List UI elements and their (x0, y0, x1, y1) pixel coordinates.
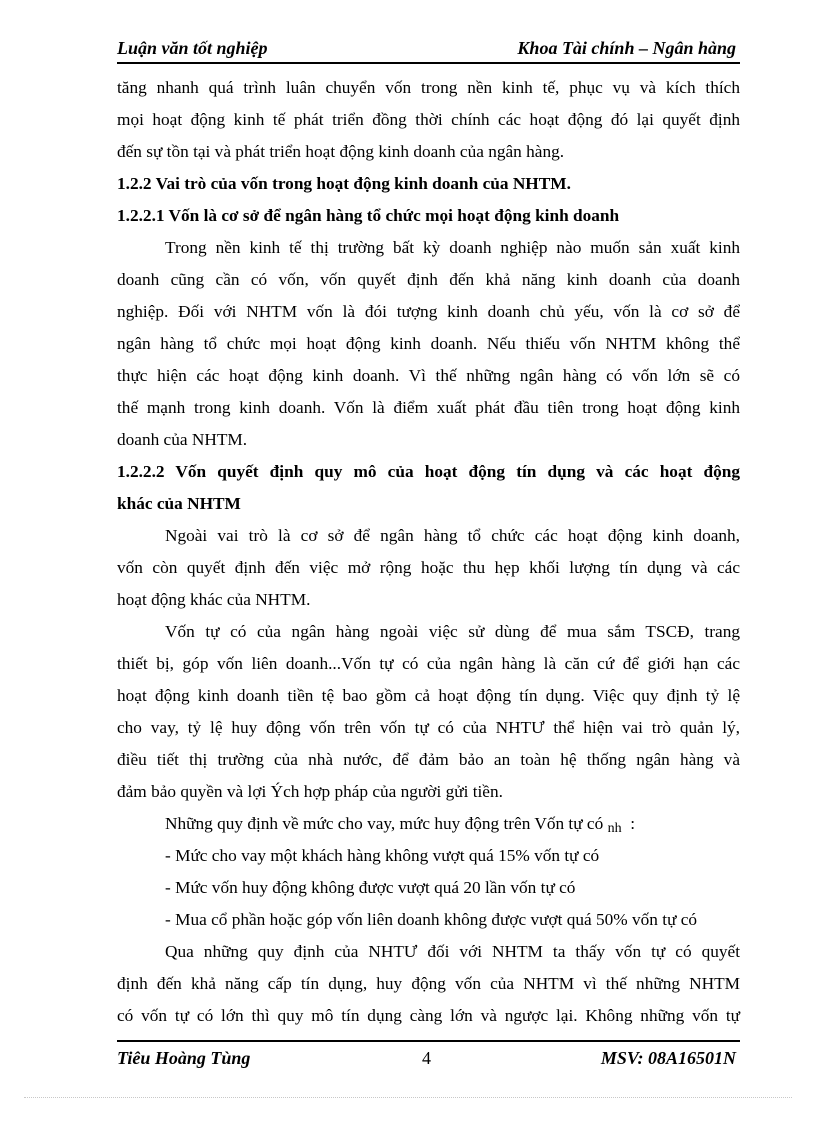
body-line: có vốn tự có lớn thì quy mô tín dụng càng lớn và ngược lại. Không những vốn tự (117, 1006, 740, 1025)
footer-student-id: MSV: 08A16501N (600, 1048, 736, 1068)
body-line: nghiệp. Đối với NHTM vốn là đói tượng kinh doanh chủ yếu, vốn là cơ sở để (117, 302, 740, 321)
body-line: thiết bị, góp vốn liên doanh...Vốn tự có của ngân hàng là căn cứ để giới hạn các (117, 654, 740, 673)
body-line: mọi hoạt động kinh tế phát triển đồng thời chính các hoạt động đó lại quyết định (117, 110, 740, 129)
body-line: đến sự tồn tại và phát triển hoạt động kinh doanh của ngân hàng. (117, 142, 565, 161)
page-number: 4 (422, 1048, 431, 1068)
body-line: Qua những quy định của NHTƯ đối với NHTM ta thấy vốn tự có quyết (165, 942, 740, 961)
body-line: Trong nền kinh tế thị trường bất kỳ doanh nghiệp nào muốn sản xuất kinh (165, 238, 740, 257)
subsection-heading-cont: khác của NHTM (117, 494, 241, 513)
body-line: hoạt động khác của NHTM. (117, 590, 311, 609)
body-line: doanh cũng cần có vốn, vốn quyết định đến khả năng kinh doanh của doanh (117, 270, 740, 289)
rules-intro-line (117, 808, 740, 840)
header-faculty: Khoa Tài chính – Ngân hàng (517, 38, 736, 58)
body-line: hoạt động kinh doanh tiền tệ bao gồm cả hoạt động tín dụng. Việc quy định tỷ lệ (117, 686, 740, 705)
body-line: thực hiện các hoạt động kinh doanh. Vì thế những ngân hàng có vốn lớn sẽ có (117, 366, 740, 385)
page-header (117, 36, 740, 64)
body-text (117, 72, 740, 1032)
list-item: - Mua cổ phần hoặc góp vốn liên doanh không được vượt quá 50% vốn tự có (165, 910, 698, 929)
body-line: vốn còn quyết định đến việc mở rộng hoặc thu hẹp khối lượng tín dụng và các (117, 558, 740, 577)
subsection-heading: 1.2.2.2 Vốn quyết định quy mô của hoạt động tín dụng và các hoạt động (117, 462, 740, 481)
footer-author: Tiêu Hoàng Tùng (117, 1048, 251, 1068)
page-footer (117, 1040, 740, 1072)
body-line: ngân hàng tổ chức mọi hoạt động kinh doanh. Nếu thiếu vốn NHTM không thể (117, 334, 740, 353)
body-line: Vốn tự có của ngân hàng ngoài việc sử dùng để mua sắm TSCĐ, trang (165, 622, 740, 641)
body-line: định đến khả năng cấp tín dụng, huy động vốn của NHTM vì thế những NHTM (117, 974, 740, 993)
rules-intro-text: Những quy định về mức cho vay, mức huy động trên Vốn tự có (165, 814, 604, 833)
body-line: điều tiết thị trường của nhà nước, để đảm bảo an toàn hệ thống ngân hàng và (117, 750, 740, 769)
body-line: Ngoài vai trò là cơ sở để ngân hàng tổ chức các hoạt động kinh doanh, (165, 526, 740, 545)
header-thesis-title: Luận văn tốt nghiệp (117, 38, 268, 58)
body-line: doanh của NHTM. (117, 430, 248, 449)
list-item: - Mức cho vay một khách hàng không vượt quá 15% vốn tự có (165, 846, 600, 865)
subscript-nh: nh (607, 821, 622, 836)
body-line: tăng nhanh quá trình luân chuyển vốn trong nền kinh tế, phục vụ và kích thích (117, 78, 740, 97)
subsection-heading: 1.2.2.1 Vốn là cơ sở để ngân hàng tổ chức mọi hoạt động kinh doanh (117, 206, 620, 225)
page-edge-divider (24, 1097, 792, 1098)
body-line: đảm bảo quyền và lợi Ých hợp pháp của người gửi tiền. (117, 782, 503, 801)
body-line: thế mạnh trong kinh doanh. Vốn là điểm xuất phát đầu tiên trong hoạt động kinh (117, 398, 740, 417)
section-heading: 1.2.2 Vai trò của vốn trong hoạt động kinh doanh của NHTM. (117, 174, 571, 193)
body-line: cho vay, tỷ lệ huy động vốn trên vốn tự có của NHTƯ thể hiện vai trò quản lý, (117, 718, 740, 737)
rules-intro-colon: : (630, 814, 636, 833)
list-item: - Mức vốn huy động không được vượt quá 20 lần vốn tự có (165, 878, 576, 897)
